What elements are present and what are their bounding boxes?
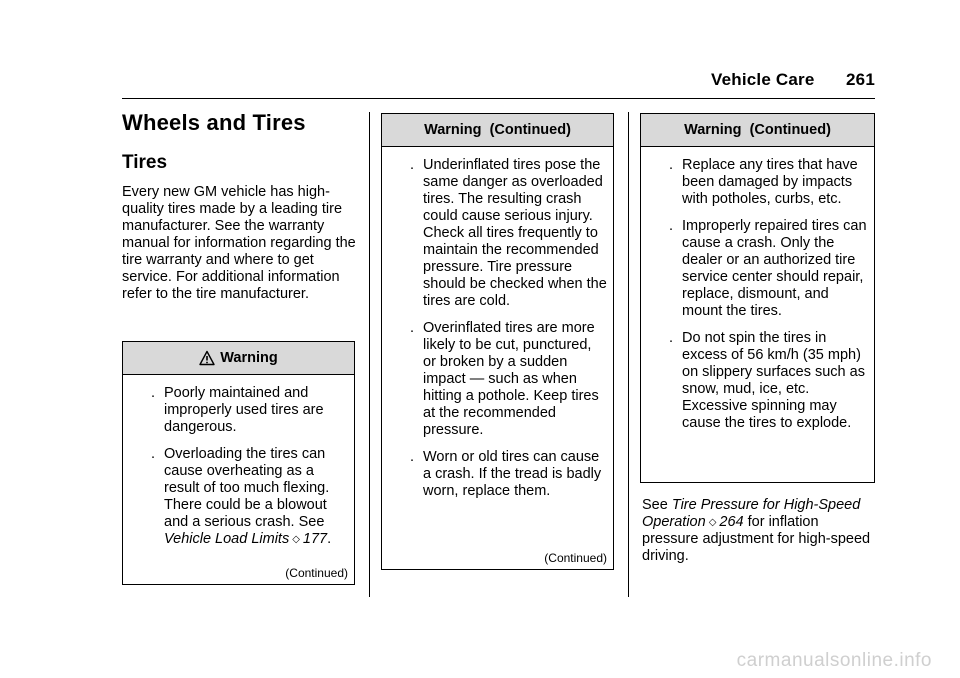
warning-box-2-title: Warning (Continued) — [424, 122, 571, 138]
list-item — [641, 218, 868, 320]
list-item-text: Overinflated tires are more likely to be cut, punctured, or broken by a sudden impact — such as when hitting a pothole. Keep tires at the recommended pressure. — [423, 320, 599, 438]
xref-page[interactable]: 177 — [302, 531, 328, 547]
list-item-text: Improperly repaired tires can cause a crash. Only the dealer or an authorized tire service center should repair, replace, dismount, and mount the tires. — [682, 218, 867, 319]
see-suffix: for inflation pressure adjustment for high-speed driving. — [642, 514, 871, 564]
list-item-text: Worn or old tires can cause a crash. If the tread is badly worn, replace them. — [423, 449, 602, 499]
list-item — [382, 320, 607, 439]
warning-box-1-list — [123, 375, 354, 548]
list-item-text: Underinflated tires pose the same danger as overloaded tires. The resulting crash could cause serious injury. Check all tires frequently to maintain the recommended pressure. Tire pressure should be checked when the tires are cold. — [423, 157, 607, 309]
bullet: . — [151, 446, 156, 462]
see-also-paragraph — [642, 497, 878, 565]
list-item — [641, 157, 868, 208]
list-item-text: Overloading the tires can cause overheating as a result of too much flexing. There could be a blowout and a serious crash. See — [164, 446, 330, 530]
warning-box-3 — [640, 113, 875, 483]
warning-box-3-list — [641, 147, 874, 432]
column-divider-left — [369, 112, 370, 597]
continued-label: (Continued) — [544, 551, 607, 565]
warning-box-3-header — [641, 114, 874, 147]
warning-box-1 — [122, 341, 355, 585]
list-item — [123, 385, 348, 436]
warning-box-2 — [381, 113, 614, 570]
warning-box-2-list — [382, 147, 613, 500]
list-item-text: Poorly maintained and improperly used tires are dangerous. — [164, 385, 324, 435]
xref-title[interactable]: Vehicle Load Limits — [164, 531, 290, 547]
bullet: . — [669, 157, 674, 173]
list-item-text: Do not spin the tires in excess of 56 km/h (35 mph) on slippery surfaces such as snow, mud, ice, etc. Excessive spinning may cause the tires to explode. — [682, 330, 865, 431]
bullet: . — [410, 157, 415, 173]
bullet: . — [669, 330, 674, 346]
section-heading: Wheels and Tires — [122, 110, 306, 135]
list-item-suffix: . — [327, 531, 332, 547]
page-number: 261 — [846, 70, 875, 89]
watermark: carmanualsonline.info — [736, 650, 932, 671]
bullet: . — [151, 385, 156, 401]
xref-page[interactable]: 264 — [719, 514, 744, 530]
warning-box-3-title: Warning (Continued) — [684, 122, 831, 138]
list-item — [382, 157, 607, 310]
bullet: . — [669, 218, 674, 234]
xref-title[interactable]: Tire Pressure for High-Speed Operation — [642, 497, 861, 530]
warning-box-1-header — [123, 342, 354, 375]
list-item — [641, 330, 868, 432]
intro-paragraph: Every new GM vehicle has high-quality tires made by a leading tire manufacturer. See the warranty manual for information regarding the tire warranty and where to get service. For additional information refer to the tire manufacturer. — [122, 184, 356, 302]
warning-box-2-header — [382, 114, 613, 147]
bullet: . — [410, 449, 415, 465]
header-rule — [122, 98, 875, 99]
page-ref-icon: ◇ — [292, 534, 300, 545]
warning-box-1-title: Warning — [220, 350, 278, 366]
warning-triangle-icon — [199, 350, 215, 366]
bullet: . — [410, 320, 415, 336]
list-item — [123, 446, 348, 548]
list-item-text: Replace any tires that have been damaged by impacts with potholes, curbs, etc. — [682, 157, 858, 207]
subsection-heading: Tires — [122, 152, 168, 173]
column-divider-right — [628, 112, 629, 597]
continued-label: (Continued) — [285, 566, 348, 580]
list-item — [382, 449, 607, 500]
page-ref-icon: ◇ — [708, 517, 717, 528]
section-title: Vehicle Care — [711, 70, 815, 89]
see-prefix: See — [642, 497, 672, 513]
column-1 — [122, 110, 358, 303]
page-header — [711, 70, 875, 90]
